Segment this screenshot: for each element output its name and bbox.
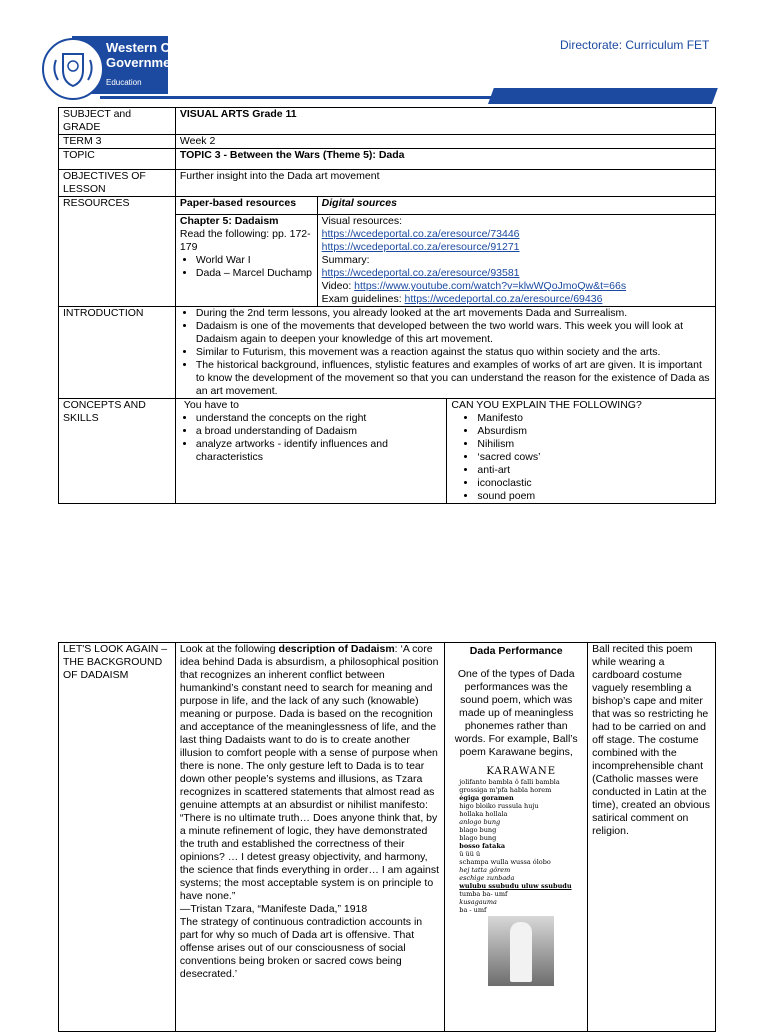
- exam-label: Exam guidelines:: [321, 293, 405, 305]
- visual-label: Visual resources:: [321, 215, 403, 227]
- poem-image: [449, 765, 583, 986]
- chapter-title: Chapter 5: Dadaism: [179, 215, 279, 227]
- background-table: [58, 642, 716, 1032]
- intro-content: [175, 307, 715, 399]
- visual-link-2[interactable]: https://wcedeportal.co.za/eresource/91271: [321, 241, 520, 253]
- list-item: • sound poem: [477, 490, 711, 503]
- list-item: • a broad understanding of Dadaism: [196, 425, 443, 438]
- topic-value: TOPIC 3 - Between the Wars (Theme 5): Dada: [175, 149, 715, 170]
- objectives-value: Further insight into the Dada art movement: [175, 170, 715, 197]
- list-item: • understand the concepts on the right: [196, 412, 443, 425]
- tzara-quote: “There is no ultimate truth… Does anyone think that, by a minute refinement of logic, they have demonstrated the truth and established the correctness of their opinions? … I detest greasy objectivity, and harmony, the science that finds everything in order… I am against systems; the most acceptable system is on principle to have none.”: [179, 812, 440, 902]
- visual-link-1[interactable]: https://wcedeportal.co.za/eresource/73446: [321, 228, 520, 240]
- list-item: • ‘sacred cows’: [477, 451, 711, 464]
- coat-of-arms-icon: [42, 38, 104, 100]
- subject-label: SUBJECT and GRADE: [59, 108, 176, 135]
- org-sub: Education: [106, 78, 142, 87]
- list-item: • Similar to Futurism, this movement was a reaction against the status quo within society and the arts.: [196, 346, 711, 359]
- list-item: • Manifesto: [477, 412, 711, 425]
- explain-content: [447, 399, 716, 504]
- dada-description: Look at the following description of Dadaism: ‘A core idea behind Dada is absurdism, a philosophical position that recognizes an inherent conflict between humankind’s constant need to search for meaning and purpose in life, and the lack of any such (knowable) meaning or purpose. Dada is based on the recognition and acceptance of the meaninglessness of life, and the last thing Dadaists want to do is to create another illusion to comfort people with a sense of purpose when there is none. The only gesture left to Dada is to tear down other people’s systems and illusions, as Tzara recognizes in scattered statements that almost read as genuine attempts at an absurdist or nihilist manifesto: “There is no ultimate truth… Does anyone think that, by a minute refinement of logic, they have demonstrated the truth and established the correctness of their opinions? … I detest greasy objectivity, and harmony, the science that finds everything in order… I am against systems; the most acceptable system is on principle to have none.” —Tristan Tzara, “Manifeste Dada,” 1918 The strategy of continuous contradiction accounts in part for why so much of Dada art is offensive. That offense arises out of our consciousness of social conventions being broken or sacred cows being desecrated.’: [175, 643, 444, 1032]
- digital-resources: [317, 215, 715, 307]
- topic-label: TOPIC: [59, 149, 176, 170]
- list-item: • Dada – Marcel Duchamp: [196, 267, 313, 280]
- performance-text: One of the types of Dada performances was the sound poem, which was made up of meaningless phonemes rather than words. For example, Ball’s poem Karawane begins,: [454, 668, 578, 758]
- summary-link[interactable]: https://wcedeportal.co.za/eresource/93581: [321, 267, 520, 279]
- list-item: • During the 2nd term lessons, you already looked at the art movements Dada and Surrealism.: [196, 307, 711, 320]
- paper-resources: [175, 215, 317, 307]
- ball-costume-photo: [488, 916, 554, 986]
- table-row: [59, 149, 716, 170]
- table-row: [59, 170, 716, 197]
- directorate-label: Directorate: Curriculum FET: [560, 38, 710, 52]
- list-item: • analyze artworks - identify influences and characteristics: [196, 438, 443, 464]
- background-label: LET'S LOOK AGAIN – THE BACKGROUND OF DADAISM: [59, 643, 176, 1032]
- performance-cell: [445, 643, 588, 1032]
- table-row: [59, 399, 716, 504]
- you-have-to: You have to: [183, 399, 239, 411]
- table-row: [59, 197, 716, 215]
- header-tab: [488, 88, 718, 104]
- table-row: [59, 643, 716, 1032]
- resources-label: RESOURCES: [59, 197, 176, 307]
- poem-lines: jolifanto bambla ô falli bambla grossiga m'pfa habla horem égiga goramen higo bloiko russula huju hollaka hollala anlogo bung blago bung blago bung bosso fataka ü üü ü schampa wulla wussa ólobo hej tatta gôrem eschige zunbada wulubu ssubudu uluw ssubudu tumba ba- umf kusagauma ba - umf: [459, 778, 572, 914]
- closing-text: The strategy of continuous contradiction accounts in part for why so much of Dada art is offensive. That offense arises out of our consciousness of social conventions being broken or sacred cows being desecrated.’: [179, 916, 423, 980]
- skills-content: [175, 399, 447, 504]
- explain-heading: CAN YOU EXPLAIN THE FOLLOWING?: [451, 399, 642, 411]
- lesson-table: [58, 107, 716, 504]
- video-label: Video:: [321, 280, 355, 292]
- list-item: • The historical background, influences, stylistic features and examples of works of art are given. It is important to know the development of the movement so that you can understand the reason for the existence of Dada as an art movement.: [196, 359, 711, 398]
- list-item: • iconoclastic: [477, 477, 711, 490]
- term-value: Week 2: [175, 135, 715, 149]
- read-text: Read the following: pp. 172-179: [179, 228, 311, 253]
- intro-label: INTRODUCTION: [59, 307, 176, 399]
- objectives-label: OBJECTIVES OF LESSON: [59, 170, 176, 197]
- term-label: TERM 3: [59, 135, 176, 149]
- poem-title: KARAWANE: [486, 766, 557, 777]
- table-row: [59, 108, 716, 135]
- list-item: • Dadaism is one of the movements that developed between the two world wars. This week you will look at Dadaism again to deepen your knowledge of this art movement.: [196, 320, 711, 346]
- list-item: • anti-art: [477, 464, 711, 477]
- paper-list: [180, 254, 313, 280]
- table-row: [59, 307, 716, 399]
- table-row: [59, 135, 716, 149]
- quote-attribution: —Tristan Tzara, “Manifeste Dada,” 1918: [179, 903, 368, 915]
- ball-text: Ball recited this poem while wearing a cardboard costume vaguely resembling a bishop’s cape and miter that was so restricting he had to be carried on and off stage. The costume combined with the incomprehensible chant (Catholic masses were conducted in Latin at the time), created an obvious satirical comment on religion.: [588, 643, 716, 1032]
- video-link[interactable]: https://www.youtube.com/watch?v=klwWQoJmoQw&t=66s: [354, 280, 627, 292]
- performance-heading: Dada Performance: [469, 645, 563, 657]
- list-item: • Nihilism: [477, 438, 711, 451]
- org-name: Western Cape Government: [106, 40, 193, 70]
- list-item: • World War I: [196, 254, 313, 267]
- subject-value: VISUAL ARTS Grade 11: [175, 108, 715, 135]
- concepts-label: CONCEPTS AND SKILLS: [59, 399, 176, 504]
- paper-heading: Paper-based resources: [175, 197, 317, 215]
- summary-label: Summary:: [321, 254, 370, 266]
- exam-link[interactable]: https://wcedeportal.co.za/eresource/69436: [404, 293, 603, 305]
- digital-heading: Digital sources: [317, 197, 715, 215]
- list-item: • Absurdism: [477, 425, 711, 438]
